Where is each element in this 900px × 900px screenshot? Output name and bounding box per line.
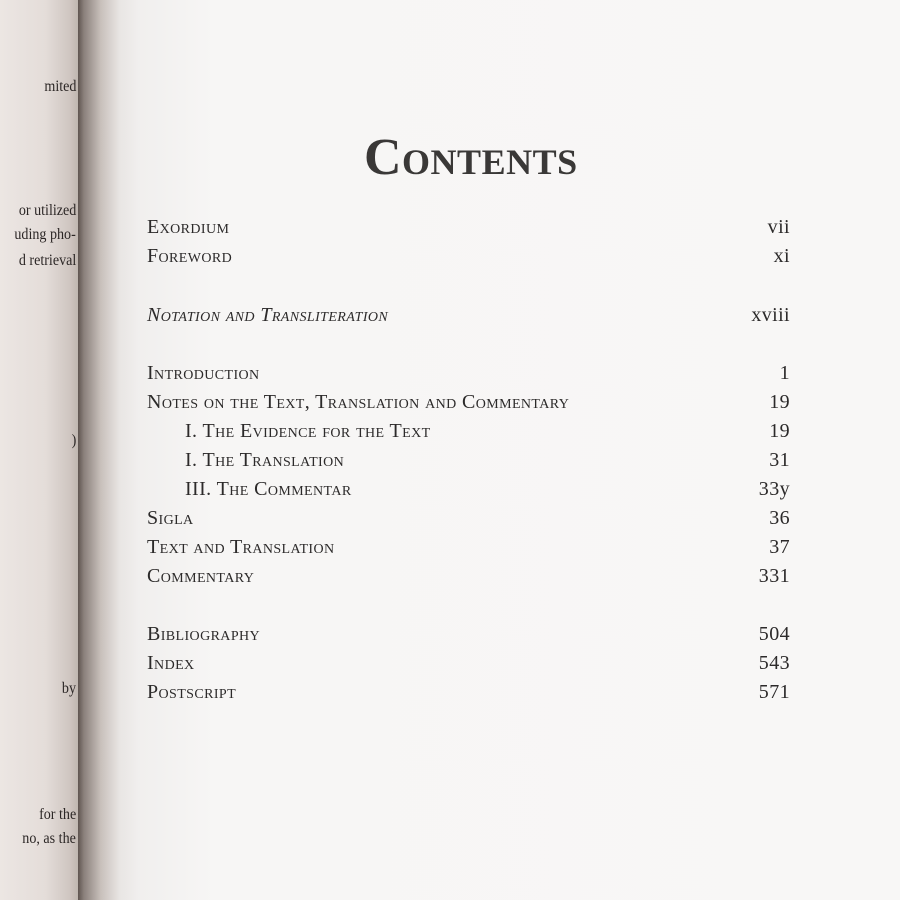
left-page-fragment: ): [71, 432, 76, 449]
toc-entry-page: 36: [769, 507, 790, 529]
toc-entry: [147, 565, 792, 591]
toc-entry-page: 37: [769, 536, 790, 558]
toc-entry-label: Bibliography: [147, 623, 261, 645]
left-page-fragment: or utilized: [18, 202, 76, 219]
toc-entry-label: Text and Translation: [147, 536, 335, 558]
toc-entry: [147, 652, 792, 678]
left-page-fragment: by: [61, 680, 76, 697]
toc-entry: [147, 216, 792, 242]
toc-entry-page: xviii: [751, 304, 790, 326]
left-page-fragment: d retrieval: [18, 252, 76, 269]
toc-entry-page: 543: [758, 652, 790, 674]
toc-entry-label: I. The Evidence for the Text: [185, 420, 431, 442]
toc-entry: [147, 623, 792, 649]
toc-entry: [147, 391, 792, 417]
toc-entry-page: 19: [769, 420, 790, 442]
book-gutter: [78, 0, 138, 900]
left-facing-page: [0, 0, 82, 900]
toc-entry-label: Foreword: [147, 245, 233, 267]
left-page-fragment: for the: [38, 806, 76, 823]
toc-subentry: [147, 478, 792, 504]
toc-entry-label: Sigla: [147, 507, 194, 529]
toc-entry-page: 31: [769, 449, 790, 471]
toc-entry-page: 33y: [758, 478, 790, 500]
toc-entry-page: 331: [758, 565, 790, 587]
toc-entry-label: Postscript: [147, 681, 237, 703]
toc-entry-page: 1: [779, 362, 790, 384]
toc-entry-label: III. The Commentar: [185, 478, 352, 500]
toc-entry-page: 504: [758, 623, 790, 645]
toc-entry: [147, 681, 792, 707]
left-page-fragment: mited: [43, 78, 76, 95]
toc-entry-label: Exordium: [147, 216, 230, 238]
toc-entry-label: I. The Translation: [185, 449, 345, 471]
toc-subentry: [147, 449, 792, 475]
left-page-fragment: no, as the: [22, 830, 76, 847]
toc-entry-page: vii: [767, 216, 790, 238]
toc-entry-page: 19: [769, 391, 790, 413]
toc-entry-label: Notes on the Text, Translation and Commentary: [147, 391, 570, 413]
toc-entry-label: Commentary: [147, 565, 255, 587]
toc-entry: [147, 362, 792, 388]
toc-entry: [147, 245, 792, 271]
toc-entry-label: Introduction: [147, 362, 260, 384]
toc-entry-label: Index: [147, 652, 195, 674]
toc-entry-page: 571: [758, 681, 790, 703]
toc-entry-page: xi: [773, 245, 790, 267]
page-title: Contents: [364, 129, 578, 186]
toc-entry: [147, 507, 792, 533]
toc-subentry: [147, 420, 792, 446]
left-page-fragment: uding pho-: [14, 226, 76, 243]
toc-entry-label: Notation and Transliteration: [147, 304, 389, 326]
toc-entry: [147, 304, 792, 330]
toc-entry: [147, 536, 792, 562]
